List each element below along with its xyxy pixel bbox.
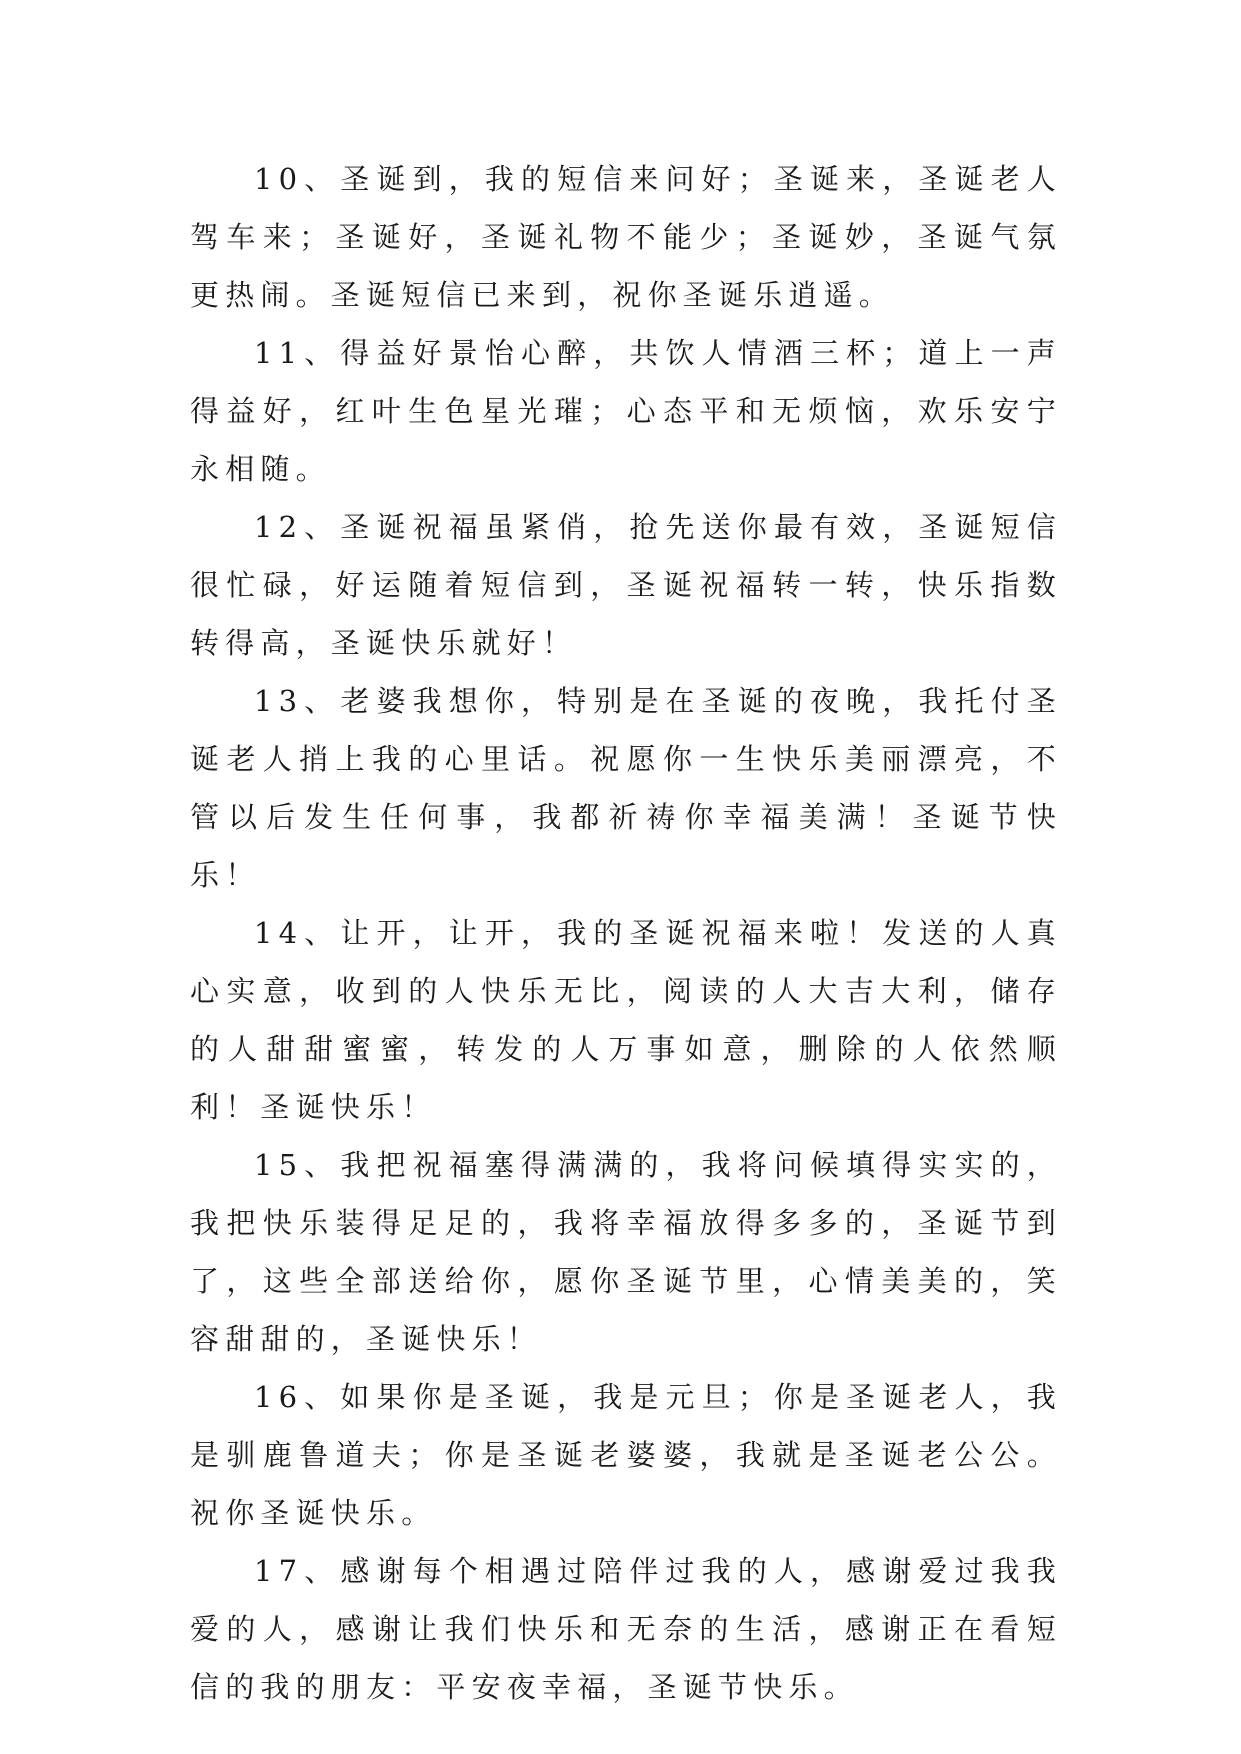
- paragraph-17: 17、感谢每个相遇过陪伴过我的人，感谢爱过我我爱的人，感谢让我们快乐和无奈的生活，感谢正在看短信的我的朋友：平安夜幸福，圣诞节快乐。: [190, 1554, 1062, 1704]
- document-body: [190, 150, 1062, 1716]
- paragraph-12: 12、圣诞祝福虽紧俏，抢先送你最有效，圣诞短信很忙碌，好运随着短信到，圣诞祝福转一转，快乐指数转得高，圣诞快乐就好！: [190, 510, 1062, 660]
- paragraph-11: 11、得益好景怡心醉，共饮人情酒三杯；道上一声得益好，红叶生色星光璀；心态平和无烦恼，欢乐安宁永相随。: [190, 336, 1062, 486]
- paragraph-15: 15、我把祝福塞得满满的，我将问候填得实实的，我把快乐装得足足的，我将幸福放得多多的，圣诞节到了，这些全部送给你，愿你圣诞节里，心情美美的，笑容甜甜的，圣诞快乐！: [190, 1148, 1062, 1356]
- paragraph-16: 16、如果你是圣诞，我是元旦；你是圣诞老人，我是驯鹿鲁道夫；你是圣诞老婆婆，我就是圣诞老公公。祝你圣诞快乐。: [190, 1380, 1062, 1530]
- paragraph-10: 10、圣诞到，我的短信来问好；圣诞来，圣诞老人驾车来；圣诞好，圣诞礼物不能少；圣诞妙，圣诞气氛更热闹。圣诞短信已来到，祝你圣诞乐逍遥。: [190, 162, 1062, 312]
- paragraph-13: 13、老婆我想你，特别是在圣诞的夜晚，我托付圣诞老人捎上我的心里话。祝愿你一生快乐美丽漂亮，不管以后发生任何事，我都祈祷你幸福美满！圣诞节快乐！: [190, 684, 1062, 892]
- paragraph-14: 14、让开，让开，我的圣诞祝福来啦！发送的人真心实意，收到的人快乐无比，阅读的人大吉大利，储存的人甜甜蜜蜜，转发的人万事如意，删除的人依然顺利！圣诞快乐！: [190, 916, 1062, 1124]
